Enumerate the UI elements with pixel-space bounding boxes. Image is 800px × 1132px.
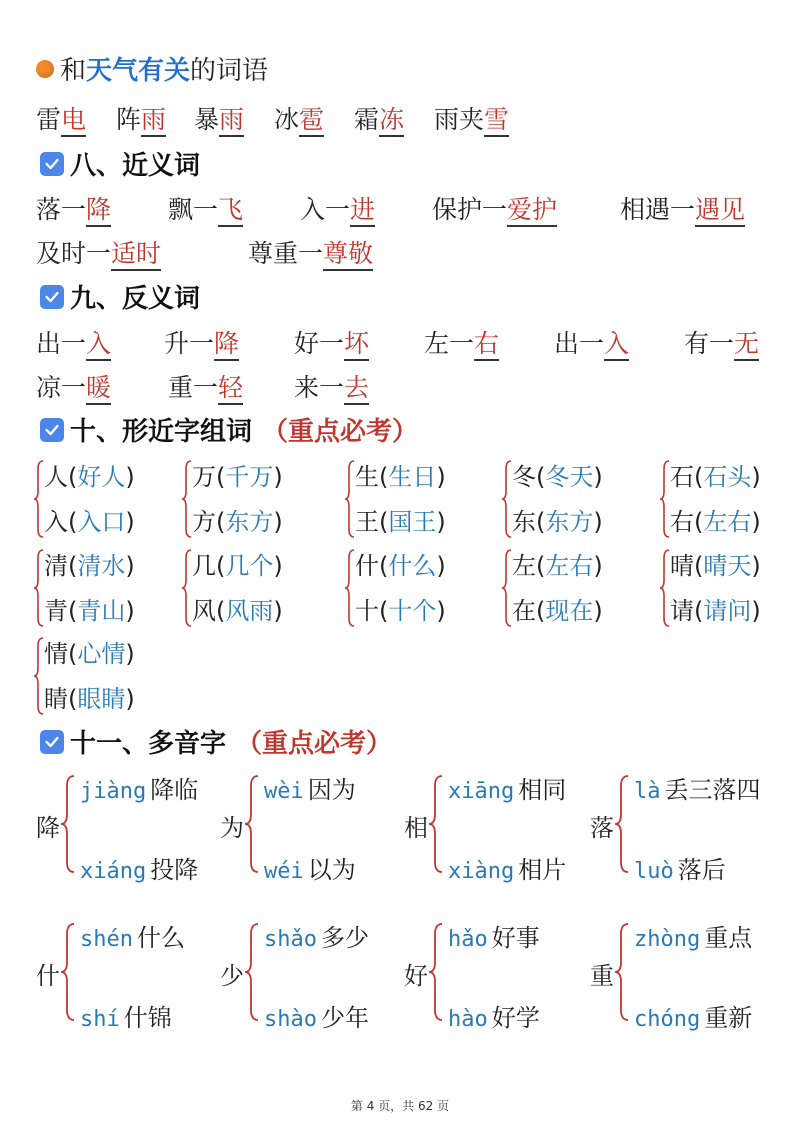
weather-word: 雨夹雪 [434,100,509,136]
polyphonic-group [36,918,226,1032]
weather-heading-highlight: 天气有关 [86,56,191,86]
brace-icon [502,548,512,628]
similar-line: 青(青山) [44,597,135,625]
similar-keypoint: （重点必考） [262,417,419,447]
weather-heading [36,50,268,87]
brace-icon [34,548,44,628]
brace-icon [345,548,355,628]
similar-line: 万(千万) [192,463,283,491]
polyphonic-group [590,770,780,884]
brace-icon [345,459,355,539]
antonym-pair: 凉一暖 [36,368,111,404]
similar-char-group [182,546,332,636]
similar-line: 生(生日) [355,463,446,491]
polyphonic-char: 重 [590,962,614,990]
orange-dot-icon [36,60,54,78]
reading-line: hǎo 好事 [448,924,540,952]
brace-icon [502,459,512,539]
antonym-pair: 左一右 [424,324,499,360]
polyphonic-keypoint: （重点必考） [236,729,393,759]
polyphonic-char: 相 [404,814,428,842]
weather-word: 冰雹 [274,100,324,136]
brace-icon [428,920,444,1024]
similar-line: 石(石头) [670,463,761,491]
reading-line: xiāng 相同 [448,776,567,804]
similar-line: 几(几个) [192,552,283,580]
reading-line: wèi 因为 [264,776,356,804]
reading-line: shǎo 多少 [264,924,369,952]
reading-line: xiàng 相片 [448,856,567,884]
similar-line: 情(心情) [44,640,135,668]
brace-icon [182,459,192,539]
checkbox-icon [40,285,64,309]
similar-line: 晴(晴天) [670,552,761,580]
similar-char-group [345,457,495,547]
antonym-pair: 来一去 [294,368,369,404]
brace-icon [34,636,44,716]
similar-char-group [182,457,332,547]
brace-icon [614,772,630,876]
polyphonic-group [404,770,594,884]
synonym-pair: 入一进 [300,190,375,226]
reading-line: là 丢三落四 [634,776,761,804]
reading-line: luò 落后 [634,856,726,884]
similar-line: 王(国王) [355,508,446,536]
antonyms-title: 九、反义词 [70,284,201,314]
similar-char-group [502,457,652,547]
synonym-pair: 保护一爱护 [432,190,557,226]
reading-line: hào 好学 [448,1004,540,1032]
brace-icon [60,920,76,1024]
antonym-pair: 重一轻 [168,368,243,404]
synonym-pair: 尊重一尊敬 [248,234,373,270]
reading-line: shào 少年 [264,1004,369,1032]
synonym-pair: 飘一飞 [168,190,243,226]
polyphonic-group [220,770,410,884]
reading-line: jiàng 降临 [80,776,199,804]
similar-line: 睛(眼睛) [44,685,135,713]
brace-icon [60,772,76,876]
weather-heading-prefix: 和 [60,56,87,86]
antonym-pair: 出一入 [36,324,111,360]
reading-line: shén 什么 [80,924,185,952]
similar-char-group [34,546,184,636]
brace-icon [428,772,444,876]
reading-line: chóng 重新 [634,1004,753,1032]
similar-title: 十、形近字组词 [70,417,253,447]
similar-heading [40,411,418,448]
weather-word: 霜冻 [354,100,404,136]
similar-line: 左(左右) [512,552,603,580]
antonym-pair: 好一坏 [294,324,369,360]
similar-line: 冬(冬天) [512,463,603,491]
antonym-pair: 出一入 [554,324,629,360]
polyphonic-char: 好 [404,962,428,990]
polyphonic-title: 十一、多音字 [70,729,227,759]
checkbox-icon [40,152,64,176]
synonym-pair: 相遇一遇见 [620,190,745,226]
weather-word: 阵雨 [116,100,166,136]
reading-line: shí 什锦 [80,1004,172,1032]
brace-icon [182,548,192,628]
similar-line: 请(请问) [670,597,761,625]
similar-char-group [660,546,800,636]
brace-icon [660,459,670,539]
reading-line: zhòng 重点 [634,924,753,952]
weather-heading-suffix: 的词语 [190,56,269,86]
polyphonic-group [220,918,410,1032]
similar-line: 东(东方) [512,508,603,536]
brace-icon [660,548,670,628]
similar-char-group [34,634,184,724]
polyphonic-group [590,918,780,1032]
polyphonic-char: 什 [36,962,60,990]
synonym-pair: 及时一适时 [36,234,161,270]
synonyms-heading [40,145,200,182]
brace-icon [244,920,260,1024]
similar-char-group [34,457,184,547]
similar-char-group [502,546,652,636]
synonyms-title: 八、近义词 [70,151,201,181]
antonyms-heading [40,278,200,315]
brace-icon [244,772,260,876]
checkbox-icon [40,418,64,442]
similar-line: 方(东方) [192,508,283,536]
polyphonic-heading [40,723,392,760]
synonym-pair: 落一降 [36,190,111,226]
brace-icon [34,459,44,539]
polyphonic-group [404,918,594,1032]
page-footer: 第 4 页，共 62 页 [350,1099,450,1113]
weather-word: 雷电 [36,100,86,136]
similar-line: 在(现在) [512,597,603,625]
polyphonic-char: 为 [220,814,244,842]
antonym-pair: 有一无 [684,324,759,360]
similar-char-group [345,546,495,636]
similar-line: 清(清水) [44,552,135,580]
similar-line: 右(左右) [670,508,761,536]
similar-line: 十(十个) [355,597,446,625]
polyphonic-char: 落 [590,814,614,842]
similar-char-group [660,457,800,547]
brace-icon [614,920,630,1024]
polyphonic-group [36,770,226,884]
similar-line: 什(什么) [355,552,446,580]
antonym-pair: 升一降 [164,324,239,360]
similar-line: 风(风雨) [192,597,283,625]
checkbox-icon [40,730,64,754]
polyphonic-char: 少 [220,962,244,990]
weather-word: 暴雨 [194,100,244,136]
reading-line: xiáng 投降 [80,856,199,884]
similar-line: 入(入口) [44,508,135,536]
similar-line: 人(好人) [44,463,135,491]
polyphonic-char: 降 [36,814,60,842]
reading-line: wéi 以为 [264,856,356,884]
